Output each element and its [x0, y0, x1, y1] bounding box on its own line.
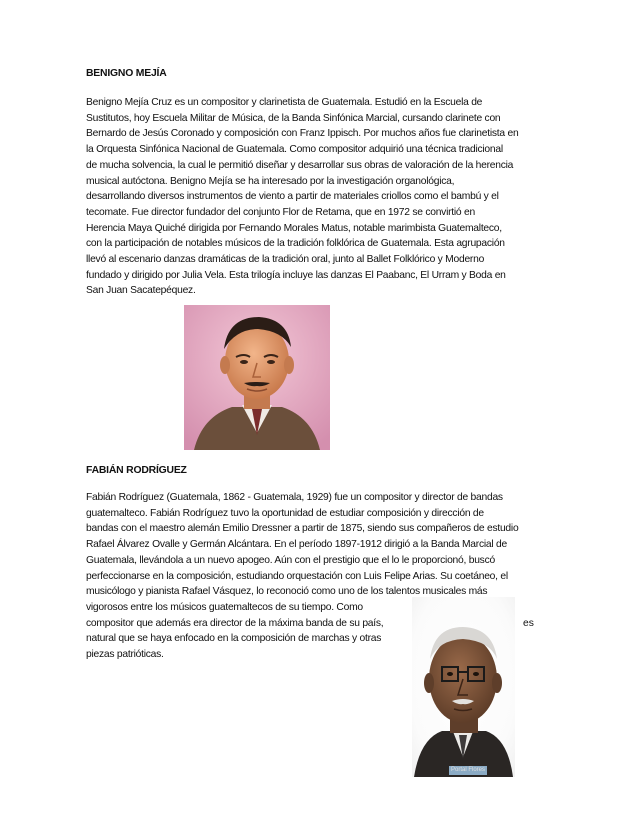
portrait-fabian-rodriguez — [412, 597, 515, 777]
section-title-fabian-rodriguez: FABIÁN RODRÍGUEZ — [86, 465, 187, 476]
text-line: Fabián Rodríguez (Guatemala, 1862 - Guatemala, 1929) fue un compositor y director de bandas — [86, 492, 503, 503]
text-line: fundado y dirigido por Julia Vela. Esta trilogía incluye las danzas El Paabanc, El Urram y Boda en — [86, 269, 506, 281]
text-line: perfeccionarse en la composición, estudiando orquestación con Luis Felipe Arias. Su coetáneo, el — [86, 570, 508, 582]
text-line: Sustitutos, hoy Escuela Militar de Música, de la Banda Sinfónica Marcial, cursando clarinete con — [86, 112, 501, 124]
text-line: natural que se haya enfocado en la composición de marchas y otras — [86, 633, 382, 645]
text-line: guatemalteco. Fabián Rodríguez tuvo la oportunidad de estudiar composición y dirección de — [86, 507, 484, 519]
biography-paragraph-benigno-mejia — [86, 95, 566, 299]
text-line: Rafael Álvarez Ovalle y Germán Alcántara. En el período 1897-1912 dirigió a la Banda Marcial de — [86, 539, 507, 551]
text-fragment: es — [523, 618, 534, 629]
text-line: llevó al escenario danzas dramáticas de la tradición oral, junto al Ballet Folklórico y Moderno — [86, 254, 485, 266]
text-line: desarrollando diversos instrumentos de viento a partir de materiales criollos como el bambú y el — [86, 191, 499, 203]
text-line: San Juan Sacatepéquez. — [86, 285, 196, 297]
text-line: musicólogo y pianista Rafael Vásquez, lo reconoció como uno de los talentos musicales más — [86, 586, 488, 598]
text-line: bandas con el maestro alemán Emilio Dressner a partir de 1875, siendo sus compañeros de estudio — [86, 523, 519, 535]
text-line: con la participación de notables músicos de la tradición folklórica de Guatemala. Esta agrupación — [86, 238, 505, 250]
text-line: de mucha solvencia, la cual le permitió diseñar y desarrollar sus obras de valoración de la herencia — [86, 159, 514, 171]
text-line: Bernardo de Jesús Coronado y composición con Franz Ippisch. Por muchos años fue clarinetista en — [86, 128, 519, 140]
text-line: Benigno Mejía Cruz es un compositor y clarinetista de Guatemala. Estudió en la Escuela de — [86, 97, 483, 108]
text-line: vigorosos entre los músicos guatemaltecos de su tiempo. Como — [86, 601, 363, 613]
text-line: Guatemala, llevándola a un nuevo apogeo. Aún con el prestigio que el lo le proporcionó, buscó — [86, 554, 495, 566]
portrait-benigno-mejia — [184, 305, 330, 450]
section-title-benigno-mejia: BENIGNO MEJÍA — [86, 68, 167, 79]
text-line: la Orquesta Sinfónica Nacional de Guatemala. Como compositor adquirió una técnica tradicional — [86, 144, 503, 156]
text-line: Herencia Maya Quiché dirigida por Fernando Morales Matus, notable marimbista Guatemalteco, — [86, 222, 502, 234]
text-line: musical autóctona. Benigno Mejía se ha interesado por la investigación organológica, — [86, 175, 455, 187]
text-line: tecomate. Fue director fundador del conjunto Flor de Retama, que en 1972 se convirtió en — [86, 206, 475, 218]
text-line: piezas patrióticas. — [86, 649, 164, 661]
text-line: compositor que además era director de la máxima banda de su país, — [86, 617, 384, 629]
photo-credit-watermark: Portal Flores — [450, 767, 485, 773]
